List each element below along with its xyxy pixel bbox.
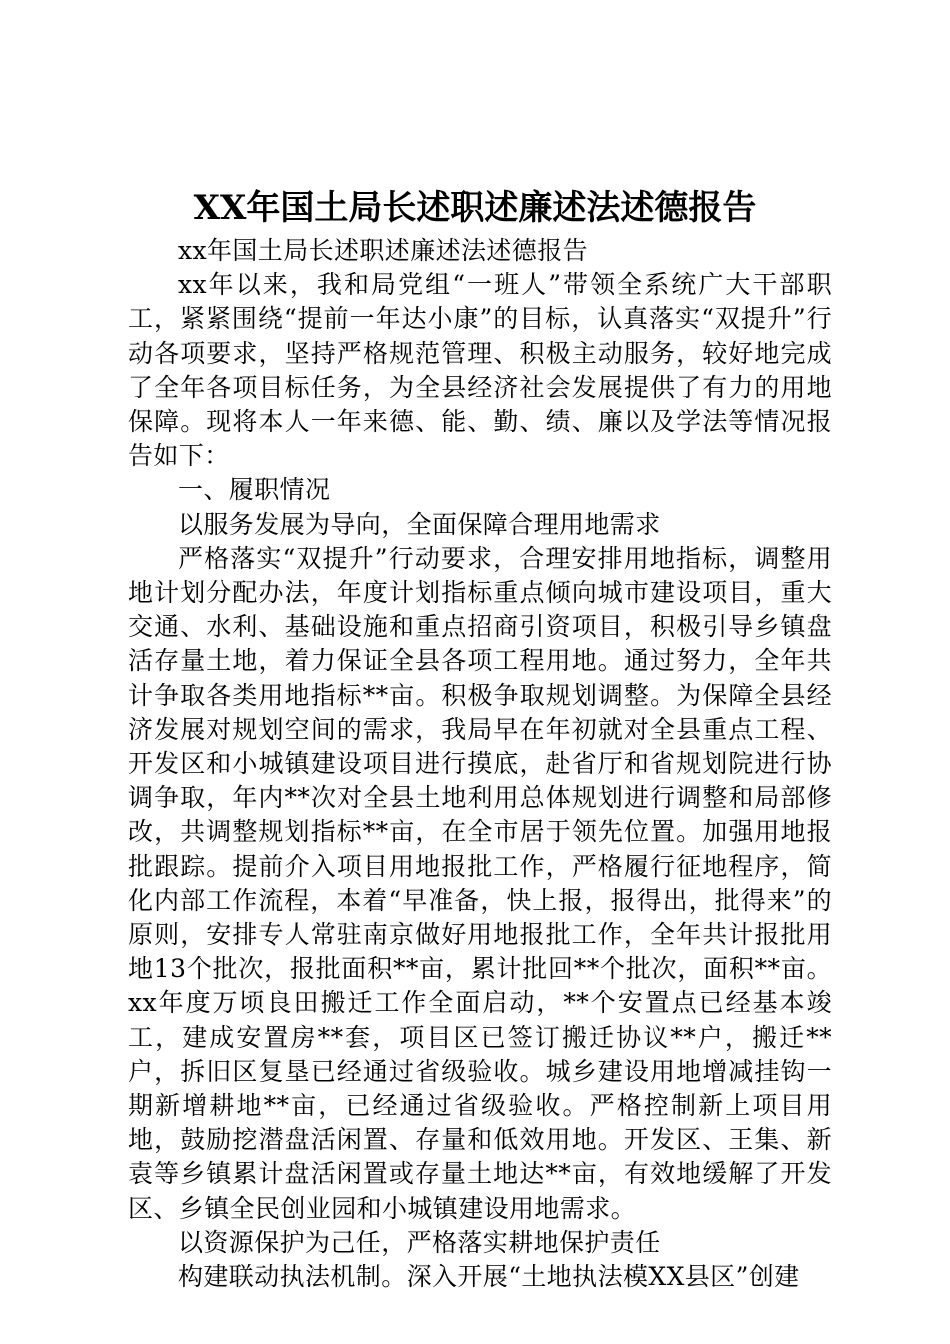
intro-paragraph: xx年以来，我和局党组“一班人”带领全系统广大干部职工，紧紧围绕“提前一年达小康”的目标，认真落实“双提升”行动各项要求，坚持严格规范管理、积极主动服务，较好地完成了全年各项目标任务，为全县经济社会发展提供了有力的用地保障。现将本人一年来德、能、勤、绩、廉以及学法等情况报告如下： <box>128 270 832 471</box>
document-title: XX年国土局长述职述廉述法述德报告 <box>193 188 757 228</box>
subsection-heading: 以服务发展为导向，全面保障合理用地需求 <box>178 509 661 539</box>
section-heading: 一、履职情况 <box>178 475 331 505</box>
body-paragraph: 构建联动执法机制。深入开展“土地执法模XX县区”创建 <box>178 1262 800 1292</box>
document-body <box>128 234 832 1294</box>
body-paragraph: 严格落实“双提升”行动要求，合理安排用地指标，调整用地计划分配办法，年度计划指标重点倾向城市建设项目，重大交通、水利、基础设施和重点招商引资项目，积极引导乡镇盘活存量土地，着力保证全县各项工程用地。通过努力，全年共计争取各类用地指标**亩。积极争取规划调整。为保障全县经济发展对规划空间的需求，我局早在年初就对全县重点工程、开发区和小城镇建设项目进行摸底，赴省厅和省规划院进行协调争取，年内**次对全县土地利用总体规划进行调整和局部修改，共调整规划指标**亩，在全市居于领先位置。加强用地报批跟踪。提前介入项目用地报批工作，严格履行征地程序，简化内部工作流程，本着“早准备，快上报，报得出，批得来”的原则，安排专人常驻南京做好用地报批工作，全年共计报批用地13个批次，报批面积**亩，累计批回**个批次，面积**亩。xx年度万顷良田搬迁工作全面启动，**个安置点已经基本竣工，建成安置房**套，项目区已签订搬迁协议**户，搬迁**户，拆旧区复垦已经通过省级验收。城乡建设用地增减挂钩一期新增耕地**亩，已经通过省级验收。严格控制新上项目用地，鼓励挖潜盘活闲置、存量和低效用地。开发区、王集、新袁等乡镇累计盘活闲置或存量土地达**亩，有效地缓解了开发区、乡镇全民创业园和小城镇建设用地需求。 <box>128 543 832 1223</box>
subsection-heading: 以资源保护为己任，严格落实耕地保护责任 <box>178 1227 661 1257</box>
subtitle-paragraph: xx年国土局长述职述廉述法述德报告 <box>178 236 588 265</box>
